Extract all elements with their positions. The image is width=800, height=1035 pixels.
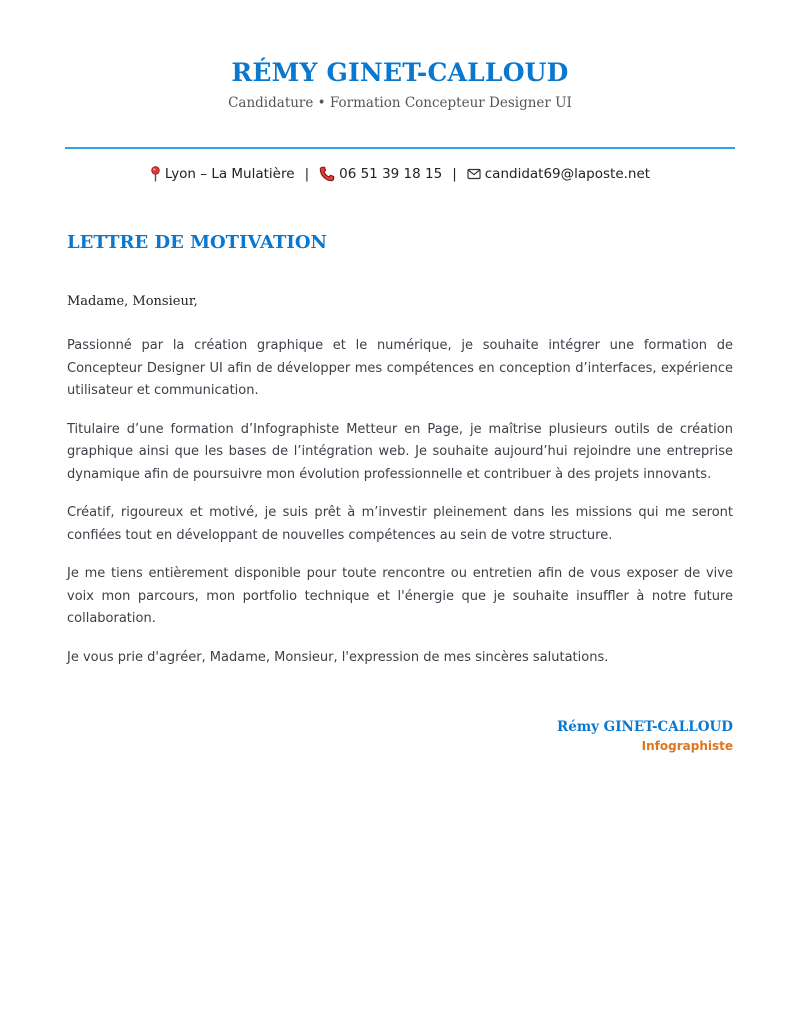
applicant-name: RÉMY GINET-CALLOUD: [231, 58, 569, 87]
map-pin-icon: [150, 166, 161, 182]
letter-paragraph: Je vous prie d'agréer, Madame, Monsieur, l'expression de mes sincères salutations.: [67, 649, 609, 665]
letter-paragraph: Passionné par la création graphique et le numérique, je souhaite intégrer une formation de Concepteur Designer UI afin de développer mes compétences en conception d’interfaces, expérience utilisateur et communication.: [67, 338, 733, 398]
letter-paragraph: Créatif, rigoureux et motivé, je suis prêt à m’investir pleinement dans les missions qui me seront confiées tout en développant de nouvelles compétences au sein de votre structure.: [67, 505, 733, 543]
contact-phone[interactable]: [319, 164, 442, 184]
contact-email[interactable]: [467, 164, 650, 184]
phone-icon: [319, 166, 335, 182]
phone-text: 06 51 39 18 15: [339, 166, 443, 182]
contact-line: [0, 164, 800, 184]
header-subtitle: Candidature • Formation Concepteur Designer UI: [228, 95, 572, 111]
contact-separator: |: [452, 166, 457, 182]
header: [0, 0, 800, 112]
contact-location: [150, 164, 295, 184]
contact-separator: |: [304, 166, 310, 182]
signature-name: Rémy GINET-CALLOUD: [557, 719, 733, 735]
signature-block: [557, 717, 733, 755]
letter-body: [67, 335, 733, 685]
location-text: Lyon – La Mulatière: [164, 166, 295, 182]
letter-paragraph: Je me tiens entièrement disponible pour toute rencontre ou entretien afin de vous exposer de vive voix mon parcours, mon portfolio technique et l'énergie que je souhaite insuffler à notre future collaboration.: [67, 566, 733, 626]
email-text: candidat69@laposte.net: [484, 166, 651, 182]
header-divider: [65, 147, 735, 149]
envelope-icon: [467, 168, 481, 180]
salutation: Madame, Monsieur,: [67, 294, 198, 309]
letter-title: LETTRE DE MOTIVATION: [67, 232, 327, 253]
signature-role: Infographiste: [641, 739, 733, 753]
letter-paragraph: Titulaire d’une formation d’Infographiste Metteur en Page, je maîtrise plusieurs outils de création graphique ainsi que les bases de l’intégration web. Je souhaite aujourd’hui rejoindre une entreprise dynamique afin de poursuivre mon évolution professionnelle et contribuer à des projets innovants.: [67, 421, 733, 482]
